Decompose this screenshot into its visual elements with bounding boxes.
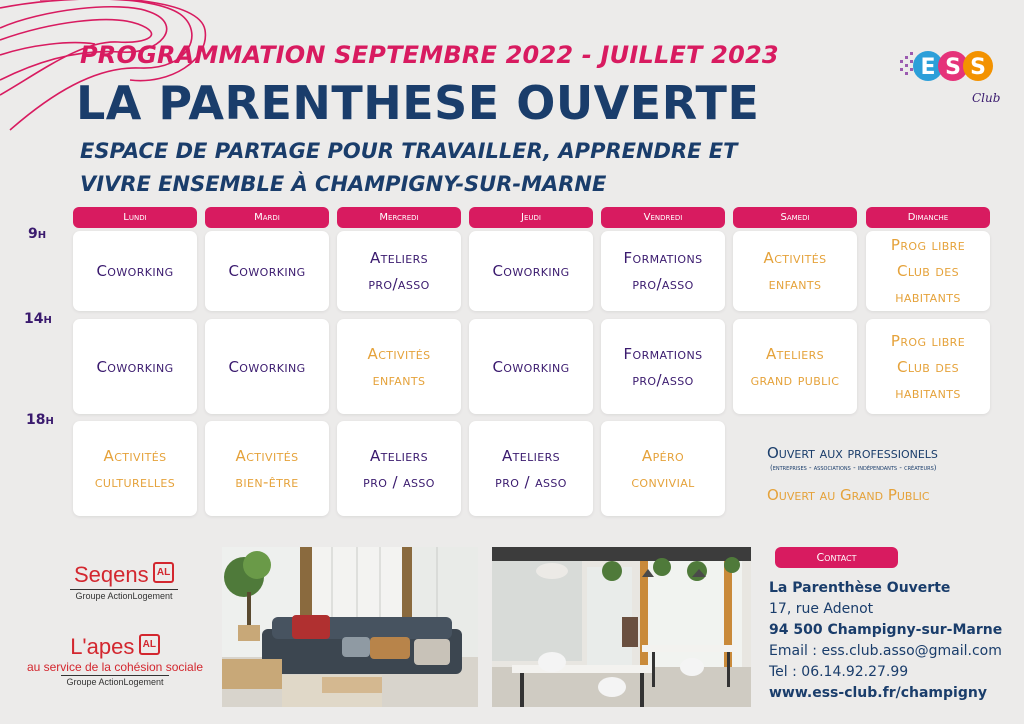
divider — [70, 589, 178, 590]
contact-street: 17, rue Adenot — [769, 601, 874, 617]
schedule-cell — [601, 231, 725, 311]
program-subtitle: PROGRAMMATION SEPTEMBRE 2022 - JUILLET 2023 — [80, 41, 779, 69]
schedule-cell-text: Coworking — [228, 357, 306, 376]
schedule-cell-text: Apéro convivial — [631, 446, 695, 491]
contact-phone[interactable]: Tel : 06.14.92.27.99 — [769, 664, 909, 680]
apes-group: Groupe ActionLogement — [66, 677, 164, 687]
schedule-cell — [866, 319, 990, 414]
dining-room-photo — [492, 547, 751, 707]
schedule-cell — [73, 421, 197, 516]
apes-logo — [10, 634, 220, 687]
schedule-cell-text: Ateliers pro / asso — [363, 446, 435, 491]
legend-professionals: Ouvert aux professionels — [767, 444, 938, 462]
schedule-cell-text: Coworking — [96, 262, 174, 280]
tagline-line-1: ESPACE DE PARTAGE POUR TRAVAILLER, APPRENDRE ET — [80, 139, 738, 163]
schedule-cell-text: Coworking — [96, 357, 174, 376]
schedule-cell — [469, 231, 593, 311]
schedule-cell-text: Formations pro/asso — [623, 344, 703, 389]
schedule-cell — [73, 231, 197, 311]
schedule-cell-text: Ateliers pro/asso — [368, 249, 430, 293]
day-header-mercredi: Mercredi — [337, 207, 461, 228]
schedule-cell — [469, 319, 593, 414]
day-header-lundi: Lundi — [73, 207, 197, 228]
schedule-cell-text: Activités culturelles — [94, 446, 176, 491]
contact-label: Contact — [775, 547, 898, 568]
time-label-18h: 18h — [26, 412, 54, 428]
schedule-cell — [601, 421, 725, 516]
logo-letter-s2: S — [970, 55, 986, 80]
lounge-photo — [222, 547, 478, 707]
schedule-cell-text: Activités bien-être — [235, 446, 299, 491]
schedule-cell — [469, 421, 593, 516]
schedule-cell — [337, 231, 461, 311]
schedule-cell — [733, 231, 857, 311]
logo-script: Club — [972, 91, 1001, 105]
apes-name: L'apes — [70, 634, 135, 659]
action-logement-badge: AL — [153, 562, 174, 583]
schedule-cell — [866, 231, 990, 311]
action-logement-badge: AL — [139, 634, 160, 655]
legend-public: Ouvert au Grand Public — [767, 486, 930, 504]
logo-letter-s1: S — [945, 55, 961, 80]
schedule-cell-text: Coworking — [492, 357, 570, 376]
day-header-mardi: Mardi — [205, 207, 329, 228]
time-label-9h: 9h — [28, 226, 47, 242]
contact-website[interactable]: www.ess-club.fr/champigny — [769, 685, 987, 701]
schedule-cell — [205, 231, 329, 311]
contact-city: 94 500 Champigny-sur-Marne — [769, 622, 1003, 638]
schedule-cell-text: Prog libre Club des habitants — [890, 236, 966, 306]
schedule-cell — [205, 421, 329, 516]
day-header-jeudi: Jeudi — [469, 207, 593, 228]
schedule-cell-text: Ateliers grand public — [750, 344, 840, 389]
time-label-14h: 14h — [24, 311, 52, 327]
legend-professionals-detail: (entreprises - associations - indépendants - créateurs) — [770, 464, 937, 472]
day-header-dimanche: Dimanche — [866, 207, 990, 228]
schedule-cell-text: Activités enfants — [367, 344, 431, 389]
logo-letter-e: E — [920, 55, 936, 80]
schedule-cell — [337, 421, 461, 516]
contact-email[interactable]: Email : ess.club.asso@gmail.com — [769, 643, 1002, 659]
seqens-logo — [62, 562, 186, 601]
contact-name: La Parenthèse Ouverte — [769, 580, 951, 596]
schedule-cell-text: Formations pro/asso — [623, 249, 703, 293]
divider — [61, 675, 169, 676]
schedule-cell — [205, 319, 329, 414]
schedule-cell-text: Ateliers pro / asso — [495, 446, 567, 491]
day-header-vendredi: Vendredi — [601, 207, 725, 228]
page-title: LA PARENTHESE OUVERTE — [76, 76, 760, 130]
tagline-line-2: VIVRE ENSEMBLE À CHAMPIGNY-SUR-MARNE — [80, 172, 607, 196]
schedule-cell-text: Coworking — [228, 262, 306, 280]
schedule-cell — [73, 319, 197, 414]
apes-tagline: au service de la cohésion sociale — [26, 660, 204, 674]
schedule-cell — [337, 319, 461, 414]
seqens-name: Seqens — [73, 562, 149, 587]
schedule-cell — [601, 319, 725, 414]
ess-club-logo — [898, 44, 1002, 112]
seqens-group: Groupe ActionLogement — [75, 591, 173, 601]
day-header-samedi: Samedi — [733, 207, 857, 228]
schedule-cell — [733, 319, 857, 414]
schedule-cell-text: Prog libre Club des habitants — [890, 331, 966, 402]
schedule-cell-text: Coworking — [492, 262, 570, 280]
schedule-cell-text: Activités enfants — [763, 249, 827, 293]
